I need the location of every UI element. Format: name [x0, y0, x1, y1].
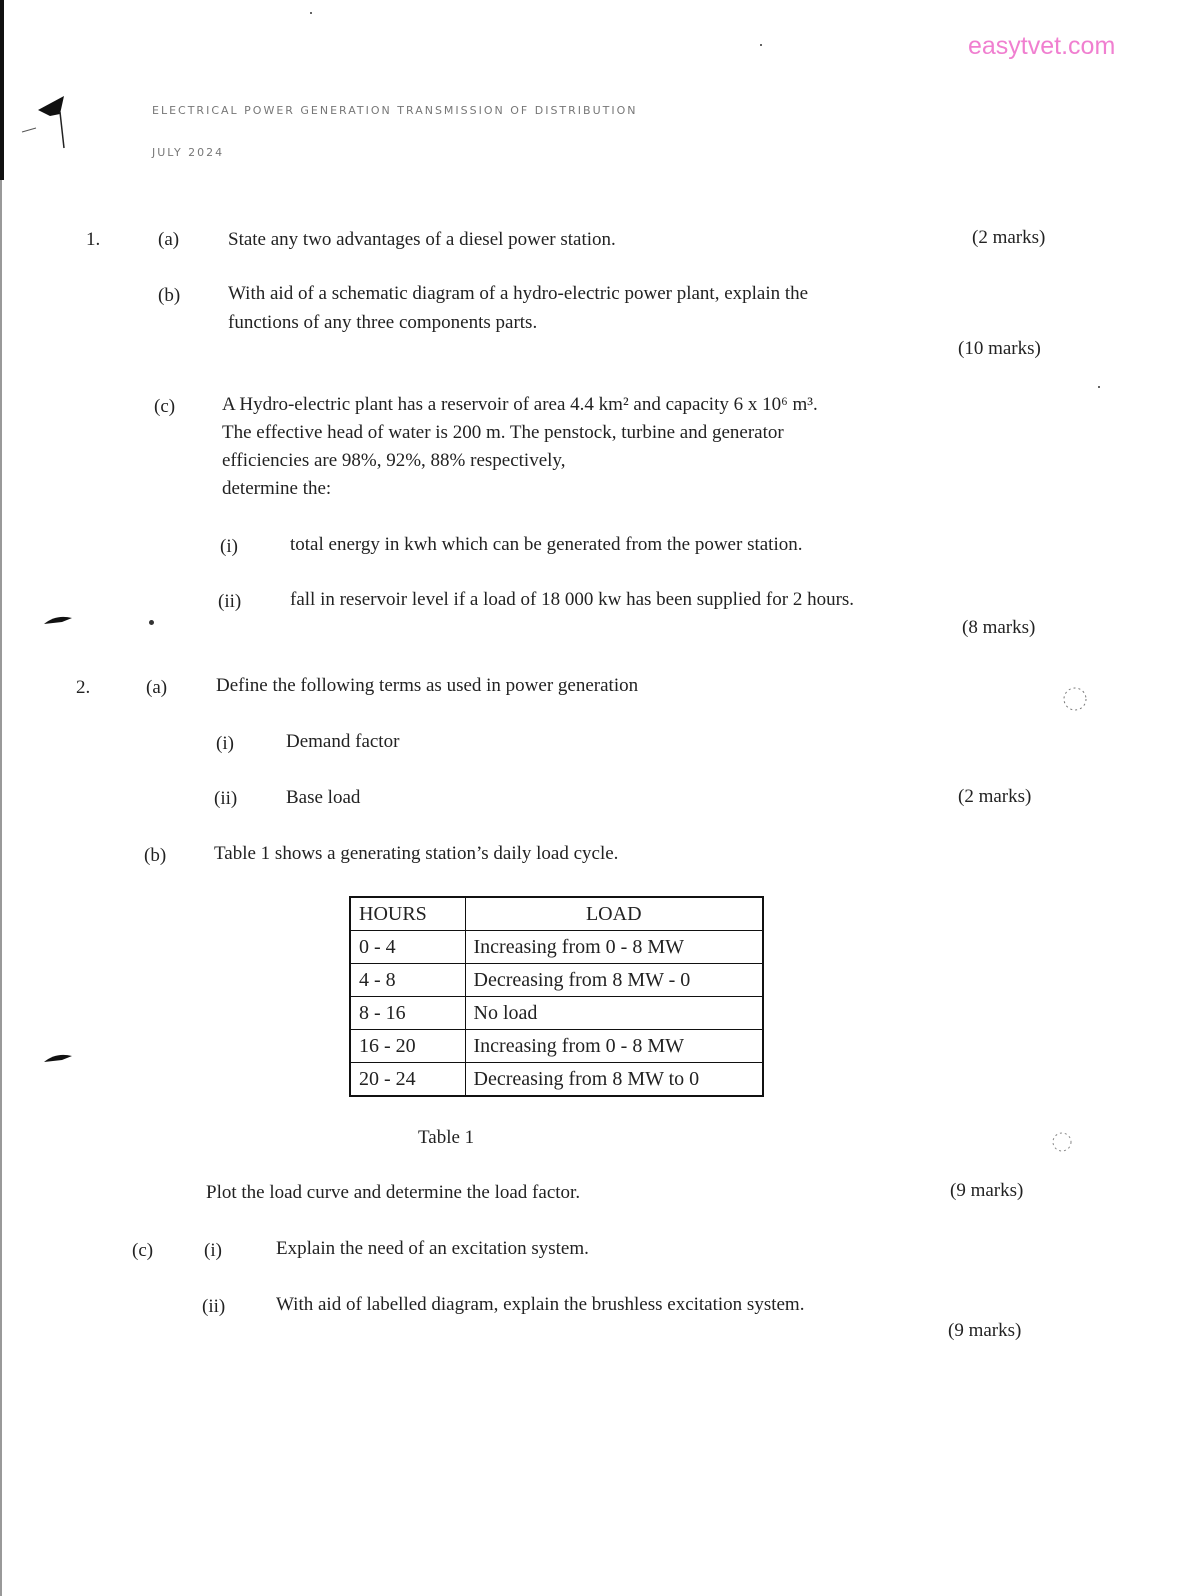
table-header-load: LOAD [465, 897, 763, 931]
table-row [350, 997, 763, 1030]
subpart-label: (i) [204, 1240, 222, 1261]
table-cell-load: Increasing from 0 - 8 MW [465, 1030, 763, 1063]
scan-blot-mark [20, 92, 80, 152]
table-caption: Table 1 [418, 1127, 475, 1148]
marks-label: (10 marks) [958, 338, 1041, 359]
load-cycle-table [349, 896, 764, 1097]
question-text: The effective head of water is 200 m. The penstock, turbine and generator [222, 422, 784, 443]
question-text: Define the following terms as used in power generation [216, 675, 639, 696]
scan-stain-mark [1058, 682, 1092, 716]
part-label: (b) [144, 845, 167, 866]
table-row [350, 964, 763, 997]
table-cell-load: Decreasing from 8 MW to 0 [465, 1063, 763, 1097]
question-number: 2. [76, 677, 91, 698]
part-label: (a) [146, 677, 168, 698]
table-cell-hours: 16 - 20 [350, 1030, 465, 1063]
question-text: determine the: [222, 478, 332, 499]
question-number: 1. [86, 229, 101, 250]
question-text: Base load [286, 787, 361, 808]
table-header-hours: HOURS [350, 897, 465, 931]
question-text: fall in reservoir level if a load of 18 000 kw has been supplied for 2 hours. [290, 589, 855, 610]
table-cell-hours: 20 - 24 [350, 1063, 465, 1097]
watermark: easytvet.com [968, 32, 1116, 60]
question-text: Explain the need of an excitation system. [276, 1238, 589, 1259]
question-text: total energy in kwh which can be generated from the power station. [290, 534, 803, 555]
scan-speck [1098, 386, 1100, 388]
header-scrawl-line2: JULY 2024 [152, 146, 225, 159]
question-text: Table 1 shows a generating station’s daily load cycle. [214, 843, 619, 864]
table-cell-hours: 0 - 4 [350, 931, 465, 964]
scan-dash-mark [42, 612, 78, 630]
scan-speck [310, 12, 312, 14]
marks-label: (9 marks) [948, 1320, 1022, 1341]
scan-speck [760, 44, 762, 46]
table-row [350, 1063, 763, 1097]
part-label: (a) [158, 229, 180, 250]
table-row [350, 1030, 763, 1063]
marks-label: (2 marks) [958, 786, 1032, 807]
subpart-label: (i) [220, 536, 238, 557]
marks-label: (2 marks) [972, 227, 1046, 248]
scan-speck [149, 620, 154, 625]
part-label: (c) [132, 1240, 154, 1261]
scan-edge-mark [0, 0, 4, 180]
scan-stain-mark-2 [1046, 1126, 1080, 1160]
table-cell-load: Decreasing from 8 MW - 0 [465, 964, 763, 997]
subpart-label: (ii) [214, 788, 238, 809]
question-text: With aid of labelled diagram, explain the brushless excitation system. [276, 1294, 805, 1315]
subpart-label: (i) [216, 733, 234, 754]
header-scrawl-line1: ELECTRICAL POWER GENERATION TRANSMISSION OF DISTRIBUTION [152, 104, 638, 117]
scan-dash-mark-2 [42, 1050, 78, 1068]
marks-label: (8 marks) [962, 617, 1036, 638]
question-text: efficiencies are 98%, 92%, 88% respectively, [222, 450, 566, 471]
question-text: State any two advantages of a diesel power station. [228, 229, 616, 250]
marks-label: (9 marks) [950, 1180, 1024, 1201]
table-row [350, 931, 763, 964]
subpart-label: (ii) [202, 1296, 226, 1317]
table-header-row [350, 897, 763, 931]
part-label: (c) [154, 396, 176, 417]
table-cell-hours: 8 - 16 [350, 997, 465, 1030]
question-text: Demand factor [286, 731, 400, 752]
table-cell-hours: 4 - 8 [350, 964, 465, 997]
table-cell-load: Increasing from 0 - 8 MW [465, 931, 763, 964]
question-text: functions of any three components parts. [228, 312, 538, 333]
scan-edge-line [0, 180, 2, 1596]
question-text: Plot the load curve and determine the load factor. [206, 1182, 581, 1203]
part-label: (b) [158, 285, 181, 306]
subpart-label: (ii) [218, 591, 242, 612]
table-cell-load: No load [465, 997, 763, 1030]
question-text: A Hydro-electric plant has a reservoir of area 4.4 km² and capacity 6 x 10⁶ m³. [222, 394, 818, 415]
question-text: With aid of a schematic diagram of a hydro-electric power plant, explain the [228, 283, 809, 304]
